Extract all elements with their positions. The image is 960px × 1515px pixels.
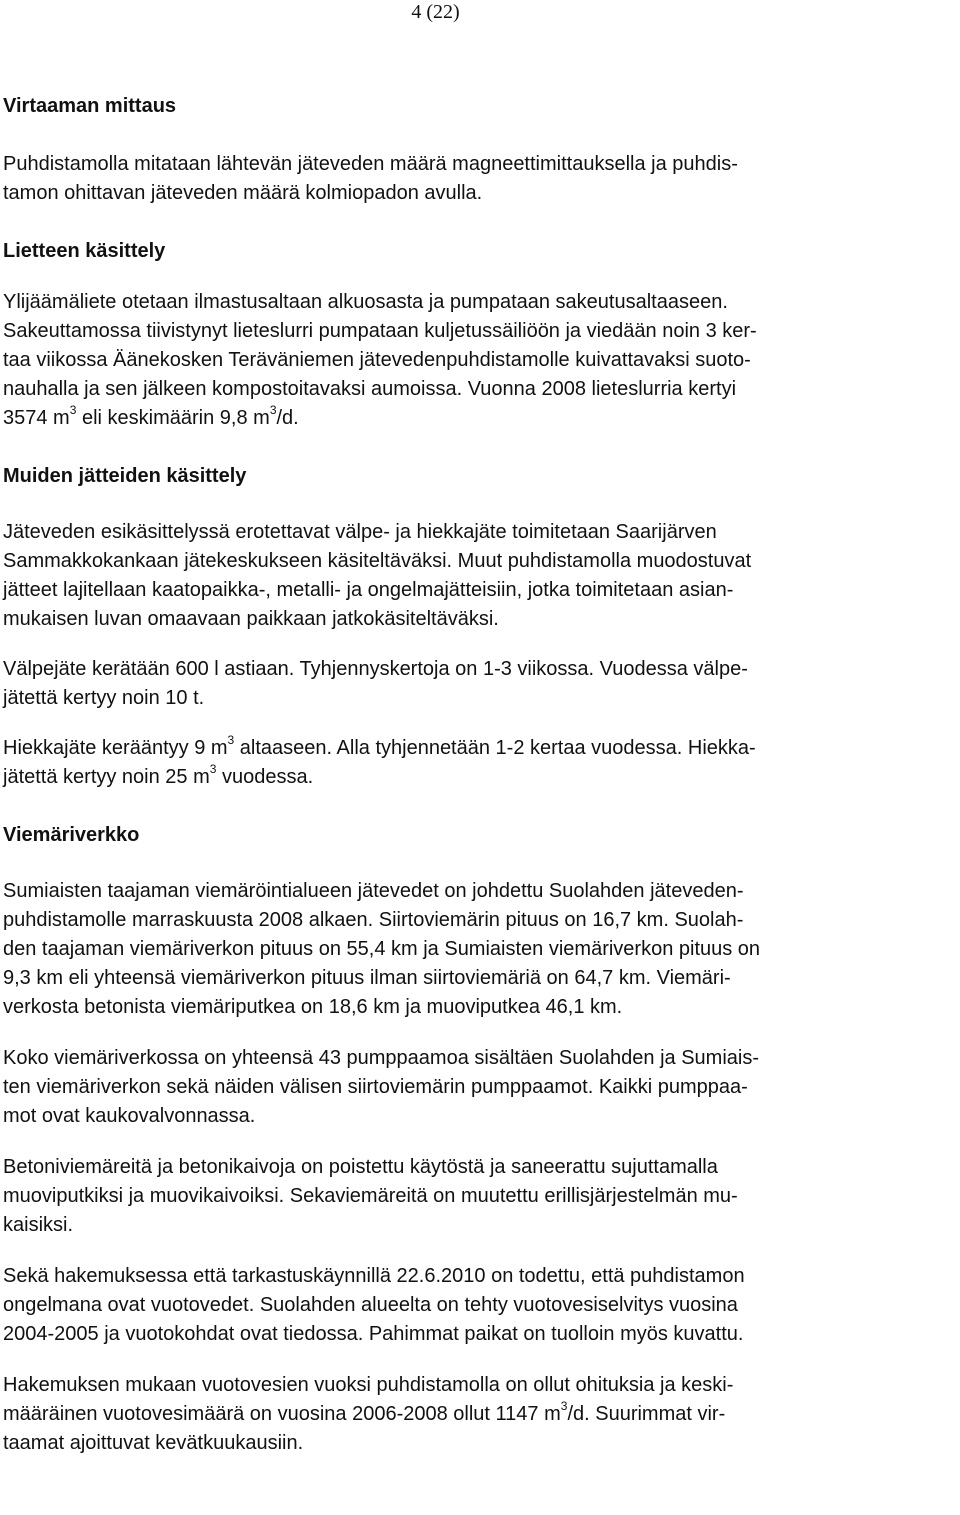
text-fragment: /d. [276,407,299,429]
text-line: ongelmana ovat vuotovedet. Suolahden alueelta on tehty vuotovesiselvitys vuosina [3,1294,738,1316]
text-fragment: eli keskimäärin 9,8 m [76,407,270,429]
text-line: Sammakkokankaan jätekeskukseen käsiteltäväksi. Muut puhdistamolla muodostuvat [3,550,752,572]
text-line: Betoniviemäreitä ja betonikaivoja on poistettu käytöstä ja saneerattu sujuttamalla [3,1156,718,1178]
text-fragment: altaaseen. Alla tyhjennetään 1-2 kertaa vuodessa. Hiekka- [234,737,756,759]
paragraph-sand-waste [3,734,955,792]
text-line: taa viikossa Äänekosken Teräväniemen jätevedenpuhdistamolle kuivattavaksi suoto- [3,349,751,371]
text-line: muoviputkiksi ja muovikaivoiksi. Sekaviemäreitä on muutettu erillisjärjestelmän mu- [3,1185,738,1207]
paragraph-flow [3,150,955,208]
paragraph-sewer-1 [3,877,955,1022]
heading-flow-measurement: Virtaaman mittaus [3,95,177,117]
superscript: 3 [560,1399,568,1414]
text-line: taamat ajoittuvat kevätkuukausiin. [3,1432,304,1454]
text-line: 2004-2005 ja vuotokohdat ovat tiedossa. Pahimmat paikat on tuolloin myös kuvattu. [3,1323,744,1345]
text-line [3,1400,955,1429]
text-line: mot ovat kaukovalvonnassa. [3,1105,256,1127]
text-line: ten viemäriverkon sekä näiden välisen siirtoviemärin pumppaamot. Kaikki pumppaa- [3,1076,748,1098]
text-fragment: 3574 m [3,407,70,429]
text-line [3,404,955,433]
document-body [3,92,955,1458]
paragraph-sewer-2 [3,1044,955,1131]
text-line: jätettä kertyy noin 10 t. [3,687,205,709]
superscript: 3 [69,403,77,418]
text-line: Jäteveden esikäsittelyssä erotettavat välpe- ja hiekkajäte toimitetaan Saarijärven [3,521,717,543]
text-line [3,763,955,792]
text-fragment: jätettä kertyy noin 25 m [3,766,210,788]
text-line: Sumiaisten taajaman viemäröintialueen jätevedet on johdettu Suolahden jäteveden- [3,880,744,902]
text-line: 9,3 km eli yhteensä viemäriverkon pituus ilman siirtoviemäriä on 64,7 km. Viemäri- [3,967,731,989]
text-line: mukaisen luvan omaavaan paikkaan jatkokäsiteltäväksi. [3,608,499,630]
text-fragment: /d. Suurimmat vir- [567,1403,726,1425]
text-fragment: vuodessa. [216,766,314,788]
text-line: verkosta betonista viemäriputkea on 18,6 km ja muoviputkea 46,1 km. [3,996,623,1018]
heading-sewer-network: Viemäriverkko [3,824,140,846]
page-number: 4 (22) [411,1,460,23]
superscript: 3 [269,403,277,418]
text-line: Välpejäte kerätään 600 l astiaan. Tyhjennyskertoja on 1-3 viikossa. Vuodessa välpe- [3,658,748,680]
superscript: 3 [209,762,217,777]
text-line: nauhalla ja sen jälkeen kompostoitavaksi aumoissa. Vuonna 2008 lieteslurria kertyi [3,378,737,400]
text-line: Ylijäämäliete otetaan ilmastusaltaan alkuosasta ja pumpataan sakeutusaltaaseen. [3,291,728,313]
text-line: puhdistamolle marraskuusta 2008 alkaen. Siirtoviemärin pituus on 16,7 km. Suolah- [3,909,744,931]
paragraph-screenings [3,655,955,713]
superscript: 3 [227,733,235,748]
text-fragment: määräinen vuotovesimäärä on vuosina 2006-2008 ollut 1147 m [3,1403,561,1425]
text-line: Hakemuksen mukaan vuotovesien vuoksi puhdistamolla on ollut ohituksia ja keski- [3,1374,734,1396]
paragraph-waste [3,518,955,634]
paragraph-sludge [3,288,955,433]
text-line: Koko viemäriverkossa on yhteensä 43 pumppaamoa sisältäen Suolahden ja Sumiais- [3,1047,759,1069]
text-line: tamon ohittavan jäteveden määrä kolmiopadon avulla. [3,182,483,204]
heading-other-waste: Muiden jätteiden käsittely [3,465,247,487]
paragraph-sewer-5 [3,1371,955,1458]
heading-sludge-handling: Lietteen käsittely [3,240,166,262]
paragraph-sewer-3 [3,1153,955,1240]
text-line: Puhdistamolla mitataan lähtevän jäteveden määrä magneettimittauksella ja puhdis- [3,153,738,175]
text-line: kaisiksi. [3,1214,74,1236]
text-line: Sakeuttamossa tiivistynyt lieteslurri pumpataan kuljetussäiliöön ja viedään noin 3 ker- [3,320,757,342]
text-fragment: Hiekkajäte kerääntyy 9 m [3,737,228,759]
text-line: jätteet lajitellaan kaatopaikka-, metalli- ja ongelmajätteisiin, jotka toimitetaan asian- [3,579,734,601]
text-line: Sekä hakemuksessa että tarkastuskäynnillä 22.6.2010 on todettu, että puhdistamon [3,1265,745,1287]
text-line: den taajaman viemäriverkon pituus on 55,4 km ja Sumiaisten viemäriverkon pituus on [3,938,761,960]
paragraph-sewer-4 [3,1262,955,1349]
text-line [3,734,955,763]
